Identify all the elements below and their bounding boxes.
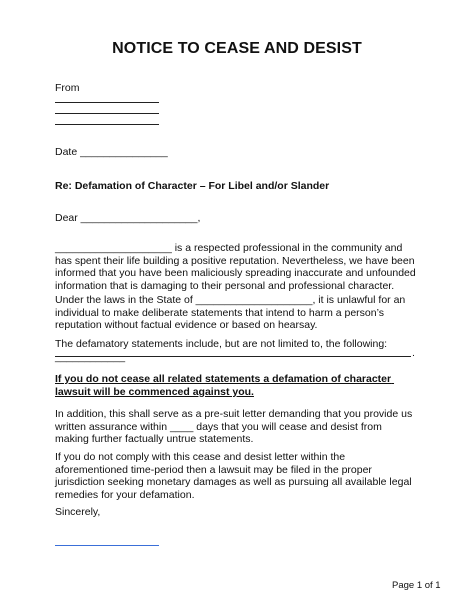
page-number: Page 1 of 1 [392,580,441,591]
date-field: Date _______________ [55,146,168,158]
from-label: From [55,82,80,94]
paragraph-4: In addition, this shall serve as a pre-suit letter demanding that you provide us written assurance within ____ days that you will cease and desist from making further factually untrue statements. [55,408,416,446]
signature-line [55,545,159,546]
re-line: Re: Defamation of Character – For Libel and/or Slander [55,180,330,192]
from-line-3 [55,124,159,125]
paragraph-2: Under the laws in the State of ____________________, it is unlawful for an individual to make deliberate statements that intend to harm a person’s reputation without factual evidence or based on hearsay. [55,294,409,332]
warning-statement: If you do not cease all related statements a defamation of character lawsuit will be commenced against you. [55,373,395,398]
salutation: Dear ____________________, [55,212,201,224]
closing: Sincerely, [55,506,101,518]
paragraph-3: The defamatory statements include, but are not limited to, the following: ____________ [55,338,391,363]
paragraph-1: ____________________ is a respected professional in the community and has spent their life building a positive reputation. Nevertheless, we have been informed that you have been maliciously spreading inaccurate and unfounded information that is damaging to their personal and professional character. [55,242,419,292]
paragraph-3-end: . [412,347,415,359]
from-line-2 [55,113,159,114]
paragraph-5: If you do not comply with this cease and desist letter within the aforementioned time-period then a lawsuit may be filed in the proper jurisdiction seeking monetary damages as well as pursuing all available legal remedies for your defamation. [55,451,415,501]
statements-line [55,356,411,357]
document-title: NOTICE TO CEASE AND DESIST [112,40,362,57]
from-line-1 [55,102,159,103]
